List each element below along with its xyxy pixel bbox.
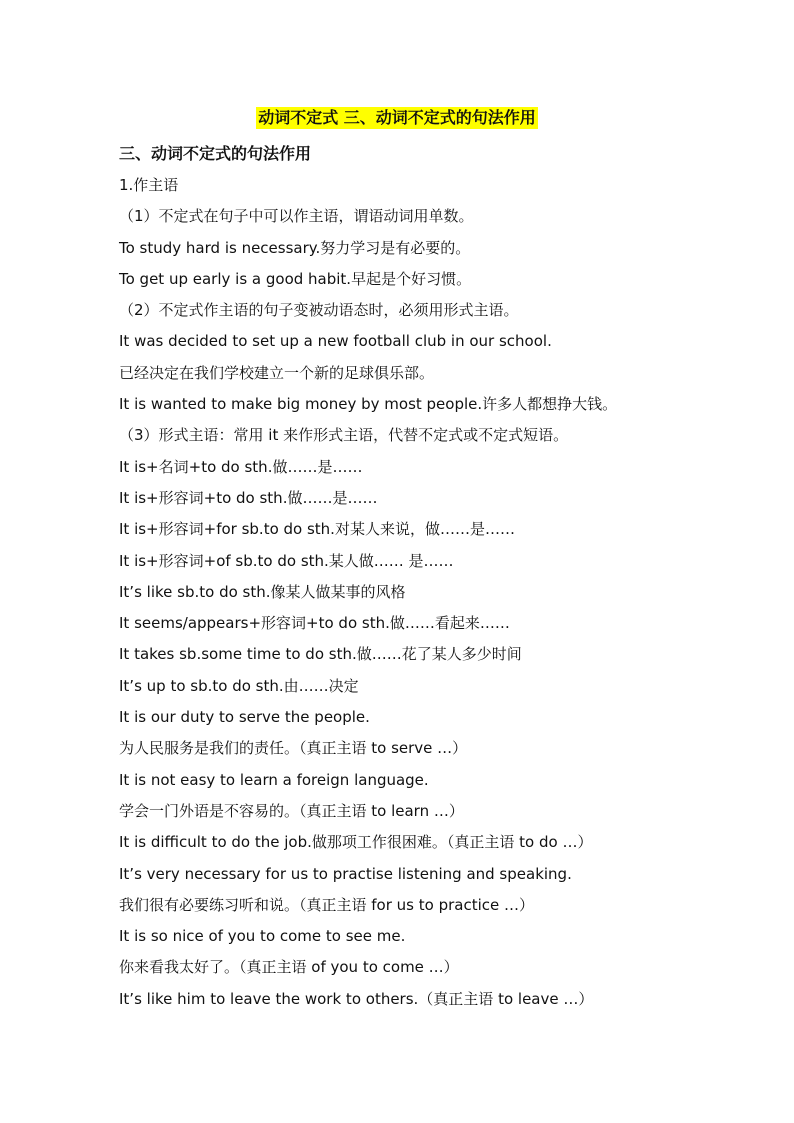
text-line: （2）不定式作主语的句子变被动语态时，必须用形式主语。 [119, 301, 519, 320]
text-line: 1.作主语 [119, 176, 179, 194]
text-line: It is wanted to make big money by most people.许多人都想挣大钱。 [119, 395, 618, 414]
text-line: It’s like him to leave the work to others.（真正主语 to leave …） [119, 989, 594, 1008]
text-line: It is+形容词+to do sth.做……是…… [119, 488, 378, 507]
text-line: （1）不定式在句子中可以作主语，谓语动词用单数。 [119, 207, 474, 226]
text-line: 学会一门外语是不容易的。（真正主语 to learn …） [119, 801, 464, 820]
text-line: It was decided to set up a new football club in our school. [119, 332, 552, 351]
text-line: It is+形容词+of sb.to do sth.某人做…… 是…… [119, 551, 454, 570]
text-line: It’s like sb.to do sth.像某人做某事的风格 [119, 582, 406, 601]
title-row [0, 107, 794, 129]
text-line: To get up early is a good habit.早起是个好习惯。 [119, 269, 472, 288]
text-line: 为人民服务是我们的责任。（真正主语 to serve …） [119, 739, 468, 758]
text-line: （3）形式主语：常用 it 来作形式主语，代替不定式或不定式短语。 [119, 426, 569, 445]
text-line: To study hard is necessary.努力学习是有必要的。 [119, 238, 471, 257]
body-lines [119, 174, 759, 1019]
text-line: It is not easy to learn a foreign language. [119, 770, 429, 789]
document-title: 动词不定式 三、动词不定式的句法作用 [258, 108, 536, 127]
text-line: 我们很有必要练习听和说。（真正主语 for us to practice …） [119, 895, 534, 914]
section-heading: 三、动词不定式的句法作用 [119, 144, 312, 163]
text-line: It is+形容词+for sb.to do sth.对某人来说，做……是…… [119, 520, 515, 539]
text-line: It seems/appears+形容词+to do sth.做……看起来…… [119, 614, 510, 633]
text-line: It is difficult to do the job.做那项工作很困难。（真正主语 to do …） [119, 833, 593, 852]
text-line: It is so nice of you to come to see me. [119, 927, 406, 946]
text-line: 已经决定在我们学校建立一个新的足球俱乐部。 [119, 363, 435, 382]
text-line: It’s up to sb.to do sth.由……决定 [119, 676, 359, 695]
text-line: It is+名词+to do sth.做……是…… [119, 457, 363, 476]
text-line: It’s very necessary for us to practise listening and speaking. [119, 864, 572, 883]
text-line: It takes sb.some time to do sth.做……花了某人多少时间 [119, 645, 522, 664]
text-line: 你来看我太好了。（真正主语 of you to come …） [119, 958, 459, 977]
text-line: It is our duty to serve the people. [119, 708, 370, 727]
